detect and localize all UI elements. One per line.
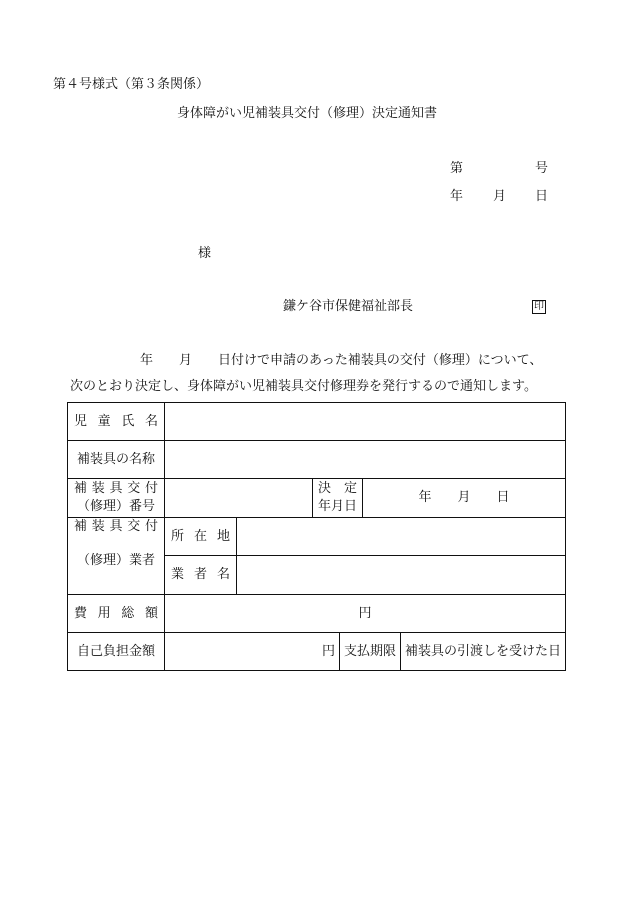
self-pay-yen: 円 xyxy=(321,643,335,659)
issuer-name: 鎌ケ谷市保健福祉部長 xyxy=(283,299,414,314)
issue-number-label: 補装具交付 （修理）番号 xyxy=(68,479,165,518)
vendor-name-label: 業者名 xyxy=(165,556,237,595)
child-name-field xyxy=(165,403,566,441)
total-cost-field xyxy=(165,595,566,633)
decision-table xyxy=(67,402,566,671)
self-pay-label: 自己負担金額 xyxy=(68,633,165,671)
issue-number-field xyxy=(165,479,313,518)
device-name-field xyxy=(165,441,566,479)
addressee-suffix: 様 xyxy=(198,246,212,261)
date-day: 日 xyxy=(535,189,549,204)
row-total-cost xyxy=(68,595,566,633)
payment-deadline-label: 支払期限 xyxy=(340,633,401,671)
date-year: 年 xyxy=(450,189,464,204)
body-line-2: 次のとおり決定し、身体障がい児補装具交付修理券を発行するので通知します。 xyxy=(70,379,537,394)
date-month: 月 xyxy=(493,189,507,204)
child-name-label: 児童氏名 xyxy=(68,403,165,441)
device-name-label: 補装具の名称 xyxy=(68,441,165,479)
doc-number-prefix: 第 xyxy=(450,161,464,176)
location-field xyxy=(237,518,566,556)
total-cost-label: 費用総額 xyxy=(68,595,165,633)
row-vendor-location xyxy=(68,518,566,556)
row-self-pay xyxy=(68,633,566,671)
row-issue-number xyxy=(68,479,566,518)
row-child-name xyxy=(68,403,566,441)
vendor-label: 補装具交付 （修理）業者 xyxy=(68,518,165,595)
location-label: 所在地 xyxy=(165,518,237,556)
decision-date-value: 年 月 日 xyxy=(363,479,566,518)
self-pay-field xyxy=(165,633,340,671)
doc-number-suffix: 号 xyxy=(535,161,549,176)
decision-date-label: 決 定 年月日 xyxy=(313,479,363,518)
page-title: 身体障がい児補装具交付（修理）決定通知書 xyxy=(177,106,438,121)
body-line-1: 年 月 日付けで申請のあった補装具の交付（修理）について、 xyxy=(140,353,543,368)
form-number: 第４号様式（第３条関係） xyxy=(53,77,210,92)
vendor-name-field xyxy=(237,556,566,595)
total-cost-yen: 円 xyxy=(358,605,372,621)
row-device-name xyxy=(68,441,566,479)
payment-deadline-value: 補装具の引渡しを受けた日 xyxy=(401,633,566,671)
seal-mark: 印 xyxy=(534,301,544,312)
